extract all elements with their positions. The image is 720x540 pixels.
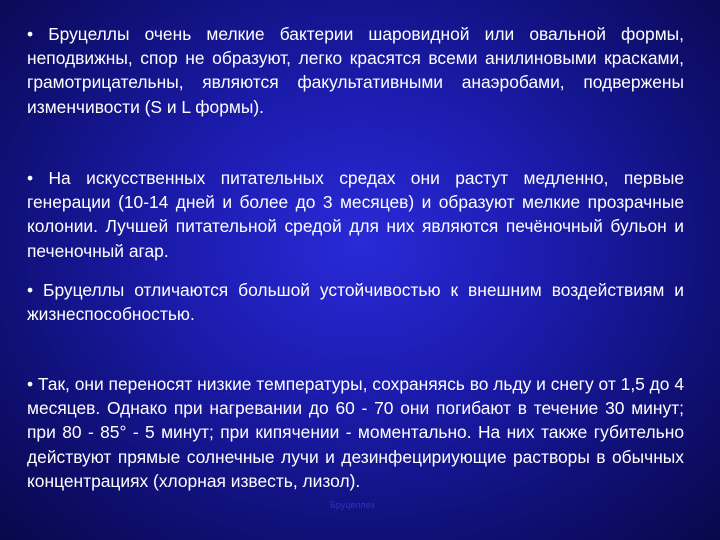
paragraph-resistance: • Бруцеллы отличаются большой устойчивостью к внешним воздействиям и жизнеспособностью.	[27, 280, 684, 325]
slide-footer: Бруцеллез	[330, 500, 375, 510]
paragraph-temperature: • Так, они переносят низкие температуры, сохраняясь во льду и снегу от 1,5 до 4 месяцев. Однако при нагревании до 60 - 70 они погибают в течение 30 минут; при 80 - 85° - 5 минут; при кипячении - моментально. На них также губительно действуют прямые солнечные лучи и дезинфецириующие растворы в обычных концентрациях (хлорная известь, лизол).	[27, 374, 684, 491]
paragraph-morphology: • Бруцеллы очень мелкие бактерии шаровидной или овальной формы, неподвижны, спор не образуют, легко красятся всеми анилиновыми красками, грамотрицательны, являются факультативными анаэробами, подвержены изменчивости (S и L формы).	[27, 24, 684, 117]
paragraph-culture-media: • На искусственных питательных средах они растут медленно, первые генерации (10-14 дней и более до 3 месяцев) и образуют мелкие прозрачные колонии. Лучшей питательной средой для них являются печёночный бульон и печеночный агар.	[27, 168, 684, 261]
